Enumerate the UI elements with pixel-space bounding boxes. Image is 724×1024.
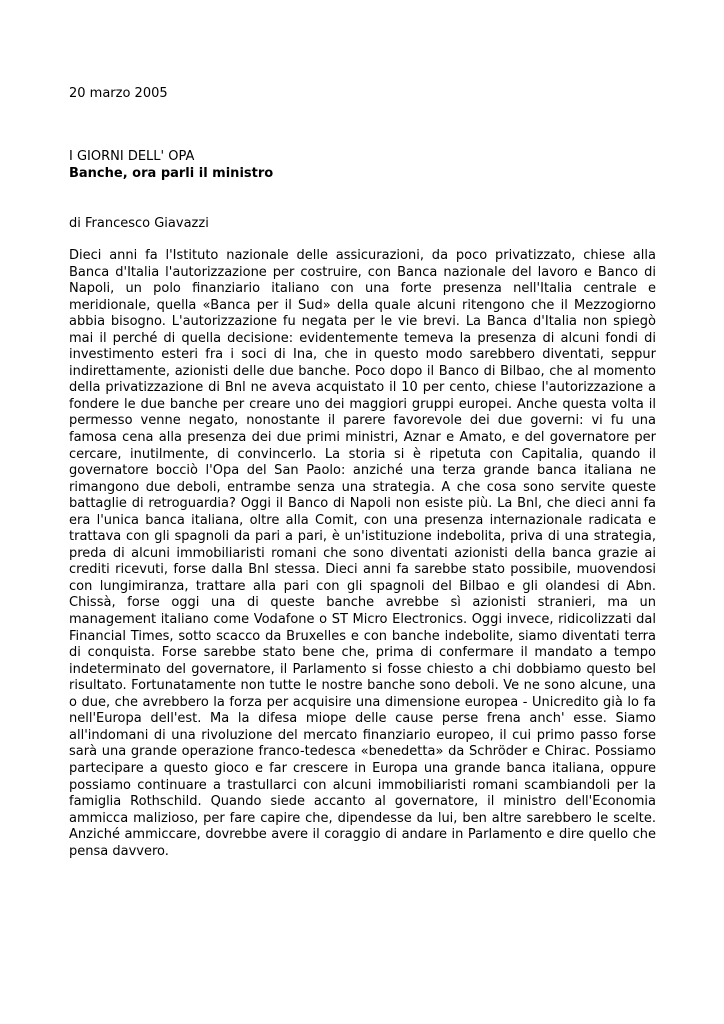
article-body: Dieci anni fa l'Istituto nazionale delle assicurazioni, da poco privatizzato, chiese alla Banca d'Italia l'autorizzazione per costruire, con Banca nazionale del lavoro e Banco di Napoli, un polo finanziario italiano con una forte presenza nell'Italia centrale e meridionale, quella «Banca per il Sud» della quale alcuni ritengono che il Mezzogiorno abbia bisogno. L'autorizzazione fu negata per le vie brevi. La Banca d'Italia non spiegò mai il perché di quella decisione: evidentemente temeva la presenza di alcuni fondi di investimento esteri fra i soci di Ina, che in questo modo sarebbero diventati, seppur indirettamente, azionisti delle due banche. Poco dopo il Banco di Bilbao, che al momento della privatizzazione di Bnl ne aveva acquistato il 10 per cento, chiese l'autorizzazione a fondere le due banche per creare uno dei maggiori gruppi europei. Anche questa volta il permesso venne negato, nonostante il parere favorevole dei due governi: vi fu una famosa cena alla presenza dei due primi ministri, Aznar e Amato, e del governatore per cercare, inutilmente, di convincerlo. La storia si è ripetuta con Capitalia, quando il governatore bocciò l'Opa del San Paolo: anziché una terza grande banca italiana ne rimangono due deboli, entrambe senza una strategia. A che cosa sono servite queste battaglie di retroguardia? Oggi il Banco di Napoli non esiste più. La Bnl, che dieci anni fa era l'unica banca italiana, oltre alla Comit, con una presenza internazionale radicata e trattava con gli spagnoli da pari a pari, è un'istituzione indebolita, priva di una strategia, preda di alcuni immobiliaristi romani che sono diventati azionisti della banca grazie ai crediti ricevuti, forse dalla Bnl stessa. Dieci anni fa sarebbe stato possibile, muovendosi con lungimiranza, trattare alla pari con gli spagnoli del Bilbao e gli olandesi di Abn. Chissà, forse oggi una di queste banche avrebbe sì azionisti stranieri, ma un management italiano come Vodafone o ST Micro Electronics. Oggi invece, ridicolizzati dal Financial Times, sotto scacco da Bruxelles e con banche indebolite, siamo diventati terra di conquista. Forse sarebbe stato bene che, prima di confermare il mandato a tempo indeterminato del governatore, il Parlamento si fosse chiesto a chi dobbiamo questo bel risultato. Fortunatamente non tutte le nostre banche sono deboli. Ve ne sono alcune, una o due, che avrebbero la forza per acquisire una dimensione europea - Unicredito già lo fa nell'Europa dell'est. Ma la difesa miope delle cause perse frena anch' esse. Siamo all'indomani di una rivoluzione del mercato finanziario europeo, il cui primo passo forse sarà una grande operazione franco-tedesca «benedetta» da Schröder e Chirac. Possiamo partecipare a questo gioco e far crescere in Europa una grande banca italiana, oppure possiamo continuare a trastullarci con alcuni immobiliaristi romani scambiandoli per la famiglia Rothschild. Quando siede accanto al governatore, il ministro dell'Economia ammicca malizioso, per fare capire che, dipendesse da lui, ben altre sarebbero le scelte. Anziché ammiccare, dovrebbe avere il coraggio di andare in Parlamento e dire quello che pensa davvero. [69,248,656,859]
article-date: 20 marzo 2005 [69,86,168,101]
article-byline: di Francesco Giavazzi [69,216,209,231]
article-headline: Banche, ora parli il ministro [69,166,274,181]
article-kicker: I GIORNI DELL' OPA [69,149,195,164]
document-page [69,85,656,860]
